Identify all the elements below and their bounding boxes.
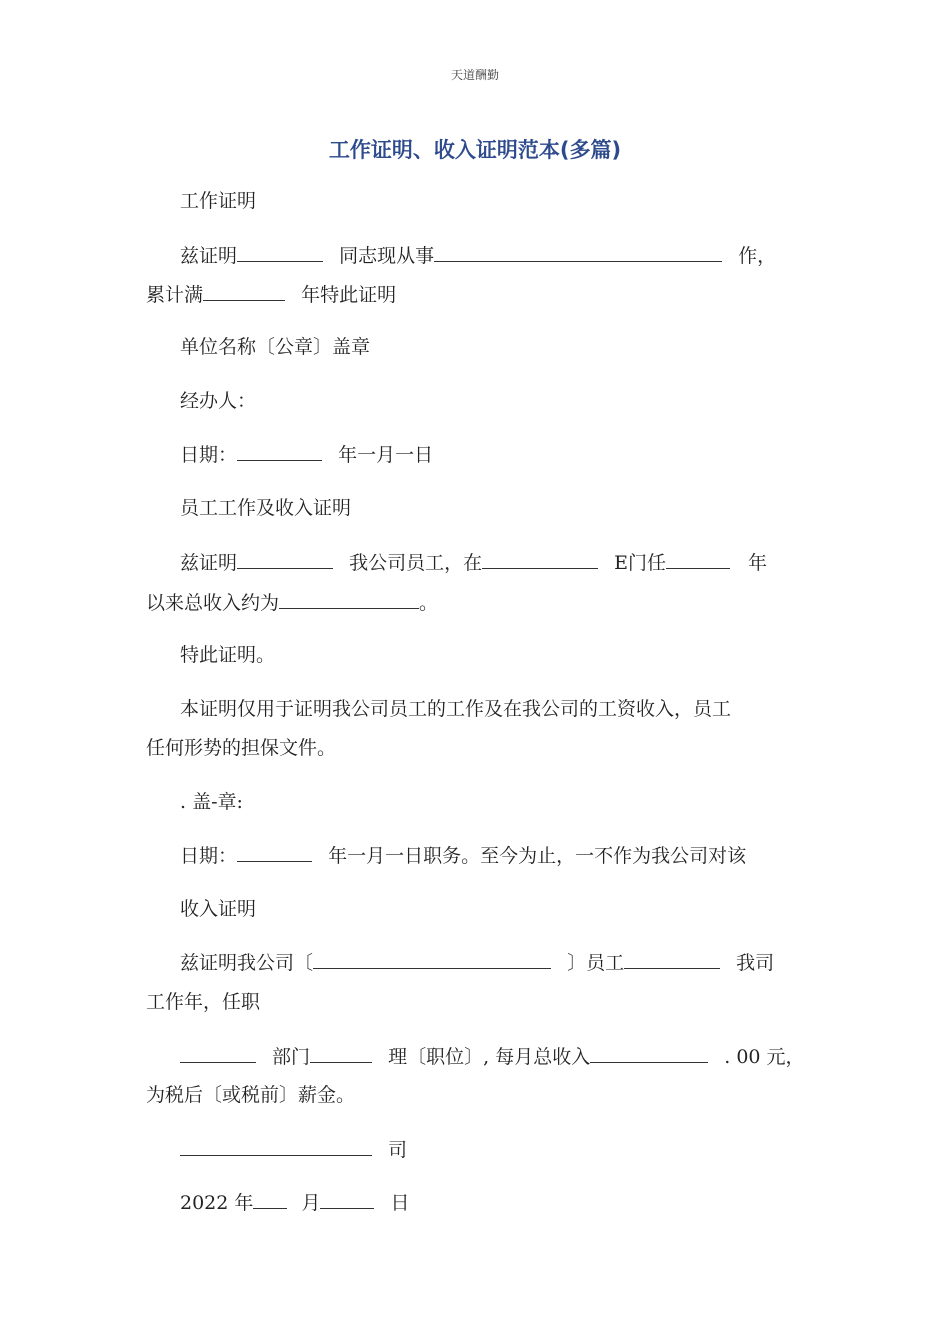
date-month: 月 <box>301 1192 321 1214</box>
income-cert-line-1 <box>180 949 774 976</box>
employment-income-line-2 <box>146 589 438 616</box>
work-cert-date <box>180 441 433 468</box>
date-year: 2022 年 <box>180 1192 254 1214</box>
text: 部门 <box>272 1046 311 1068</box>
blank-field-year <box>237 842 312 862</box>
employment-income-line-1 <box>180 549 767 576</box>
blank-field-occupation <box>434 242 722 262</box>
blank-field-year <box>237 441 322 461</box>
text: E门任 <box>614 552 666 574</box>
text: 年一月一日职务。至今为止，一不作为我公司对该 <box>328 845 747 867</box>
text: 司 <box>388 1139 408 1161</box>
work-cert-handler: 经办人： <box>180 390 257 412</box>
text: 〕员工 <box>567 952 625 974</box>
section-heading-work-certificate: 工作证明 <box>180 190 257 212</box>
blank-field-department <box>482 549 598 569</box>
employment-income-paragraph-1: 本证明仅用于证明我公司员工的工作及在我公司的工资收入，员工 <box>180 698 732 720</box>
work-cert-line-1 <box>180 242 776 269</box>
blank-field-name <box>237 549 333 569</box>
date-day: 日 <box>390 1192 410 1214</box>
income-cert-line-2: 工作年，任职 <box>146 991 261 1013</box>
text: 年 <box>748 552 768 574</box>
section-heading-employment-income: 员工工作及收入证明 <box>180 497 352 519</box>
income-cert-date <box>180 1189 410 1216</box>
employment-income-paragraph-2: 任何形势的担保文件。 <box>146 737 337 759</box>
text: 。 <box>419 592 439 614</box>
text: 兹证明 <box>180 245 238 267</box>
employment-income-seal: . 盖-章: <box>180 791 243 813</box>
text: 我司 <box>736 952 775 974</box>
employment-income-special: 特此证明。 <box>180 644 276 666</box>
text: . 00 元， <box>724 1046 805 1068</box>
blank-field-monthly-income <box>590 1043 708 1063</box>
blank-field-name <box>237 242 323 262</box>
income-cert-line-4: 为税后〔或税前〕薪金。 <box>146 1084 356 1106</box>
blank-field-department <box>180 1043 256 1063</box>
text: 同志现从事 <box>339 245 435 267</box>
work-cert-unit-seal: 单位名称〔公章〕盖章 <box>180 336 371 358</box>
blank-field-month <box>253 1189 287 1209</box>
blank-field-company-name <box>180 1136 372 1156</box>
blank-field-years <box>666 549 730 569</box>
section-heading-income-certificate: 收入证明 <box>180 898 257 920</box>
text: 兹证明我公司〔 <box>180 952 314 974</box>
text: 以来总收入约为 <box>146 592 280 614</box>
blank-field-day <box>320 1189 374 1209</box>
blank-field-name <box>624 949 720 969</box>
document-title: 工作证明、收入证明范本(多篇) <box>328 138 622 162</box>
text: 我公司员工，在 <box>349 552 483 574</box>
income-cert-line-3 <box>180 1043 805 1070</box>
text: 年特此证明 <box>301 284 397 306</box>
income-cert-company-signature <box>180 1136 407 1163</box>
text: 累计满 <box>146 284 204 306</box>
blank-field-manager <box>310 1043 372 1063</box>
employment-income-date <box>180 842 746 869</box>
work-cert-line-2 <box>146 281 396 308</box>
text: 理〔职位〕, 每月总收入 <box>388 1046 591 1068</box>
blank-field-years <box>203 281 285 301</box>
text: 兹证明 <box>180 552 238 574</box>
text: 作， <box>738 245 777 267</box>
blank-field-amount <box>279 589 419 609</box>
text: 日期： <box>180 444 238 466</box>
text: 年一月一日 <box>338 444 434 466</box>
text: 日期： <box>180 845 238 867</box>
blank-field-company <box>313 949 551 969</box>
page-header: 天道酬勤 <box>450 68 499 82</box>
